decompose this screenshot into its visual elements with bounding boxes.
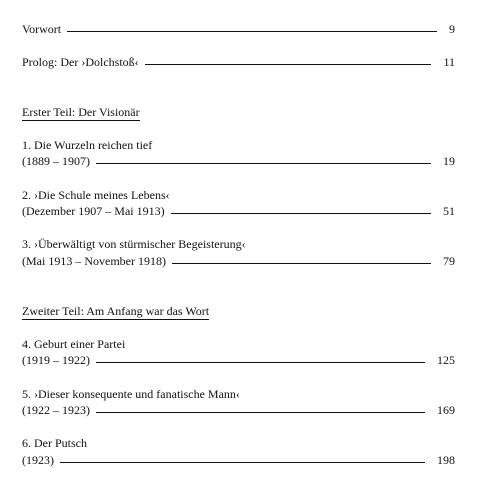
toc-entry-chapter-3 [22,253,455,269]
leader-line [60,462,425,463]
toc-entry-chapter-6 [22,452,455,468]
entry-page: 169 [437,403,455,417]
leader-line [67,31,437,32]
chapter-2-title: 2. ›Die Schule meines Lebens‹ [22,188,170,202]
chapter-1-title: 1. Die Wurzeln reichen tief [22,138,153,152]
part-heading-text: Erster Teil: Der Visionär [22,105,140,119]
chapter-3-title: 3. ›Überwältigt von stürmischer Begeisterung‹ [22,237,246,251]
leader-line [96,412,425,413]
leader-line [96,163,431,164]
entry-dates: (1919 – 1922) [22,353,90,367]
entry-page: 19 [443,154,455,168]
entry-title: Prolog: Der ›Dolchstoß‹ [22,55,139,69]
entry-dates: (1923) [22,453,54,467]
toc-entry-chapter-2 [22,203,455,219]
entry-page: 198 [437,453,455,467]
leader-line [96,362,425,363]
entry-dates: (1889 – 1907) [22,154,90,168]
leader-line [172,263,431,264]
entry-page: 79 [443,254,455,268]
entry-dates: (Dezember 1907 – Mai 1913) [22,204,165,218]
leader-line [171,213,431,214]
chapter-6-title: 6. Der Putsch [22,436,87,450]
toc-entry-chapter-5 [22,402,455,418]
entry-page: 125 [437,353,455,367]
entry-page: 9 [449,22,455,36]
entry-title: Vorwort [22,22,62,36]
chapter-5-title: 5. ›Dieser konsequente und fanatische Mann‹ [22,387,240,401]
entry-dates: (1922 – 1923) [22,403,90,417]
part-heading-1 [22,104,455,120]
entry-page: 11 [443,55,455,69]
toc-entry-chapter-4 [22,352,455,368]
chapter-4-title: 4. Geburt einer Partei [22,337,126,351]
part-heading-2 [22,303,455,319]
entry-dates: (Mai 1913 – November 1918) [22,254,166,268]
part-heading-text: Zweiter Teil: Am Anfang war das Wort [22,304,210,318]
toc-entry-prolog [22,54,455,70]
leader-line [145,64,432,65]
toc-entry-chapter-1 [22,153,455,169]
entry-page: 51 [443,204,455,218]
toc-entry-vorwort [22,21,455,37]
